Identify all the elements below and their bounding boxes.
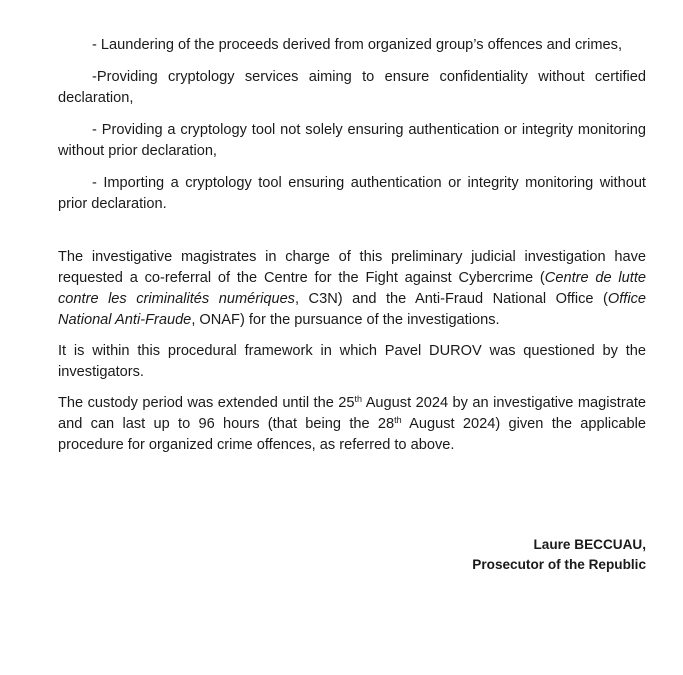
- ordinal-suffix: th: [394, 415, 402, 425]
- offence-item-cryptology-tool-provision: - Providing a cryptology tool not solely ensuring authentication or integrity monitoring without prior declaration,: [58, 122, 646, 159]
- co-referral-paragraph: [58, 247, 646, 331]
- offence-item-cryptology-tool-import: - Importing a cryptology tool ensuring authentication or integrity monitoring without prior declaration.: [58, 175, 646, 212]
- signatory-title: Prosecutor of the Republic: [472, 557, 646, 572]
- ordinal-suffix: th: [354, 394, 363, 404]
- custody-text-2: August 2024 by an investigative magistrate and can last up to 96 hours (that being the 28: [58, 395, 646, 432]
- signature-block: [472, 535, 646, 575]
- custody-text-3: August 2024) given the applicable procedure for organized crime offences, as referred to above.: [58, 416, 646, 453]
- co-referral-text-1: The investigative magistrates in charge of this preliminary judicial investigation have requested a co-referral of the Centre for the Fight against Cybercrime (: [58, 249, 646, 286]
- onaf-french-name: Office National Anti-Fraude: [58, 291, 646, 328]
- custody-text-1: The custody period was extended until the 25: [58, 395, 355, 411]
- co-referral-text-2: , C3N) and the Anti-Fraud National Office (: [294, 291, 608, 307]
- co-referral-text-3: , ONAF) for the pursuance of the investigations.: [191, 312, 500, 328]
- questioning-paragraph: It is within this procedural framework in which Pavel DUROV was questioned by the investigators.: [58, 343, 646, 380]
- signatory-name: Laure BECCUAU,: [533, 537, 646, 552]
- offence-item-laundering: - Laundering of the proceeds derived from organized group’s offences and crimes,: [92, 37, 623, 53]
- custody-paragraph: [58, 393, 646, 456]
- document-body: [58, 35, 646, 456]
- offence-item-cryptology-services: -Providing cryptology services aiming to ensure confidentiality without certified declaration,: [58, 69, 646, 106]
- c3n-french-name: Centre de lutte contre les criminalités numériques: [58, 270, 647, 307]
